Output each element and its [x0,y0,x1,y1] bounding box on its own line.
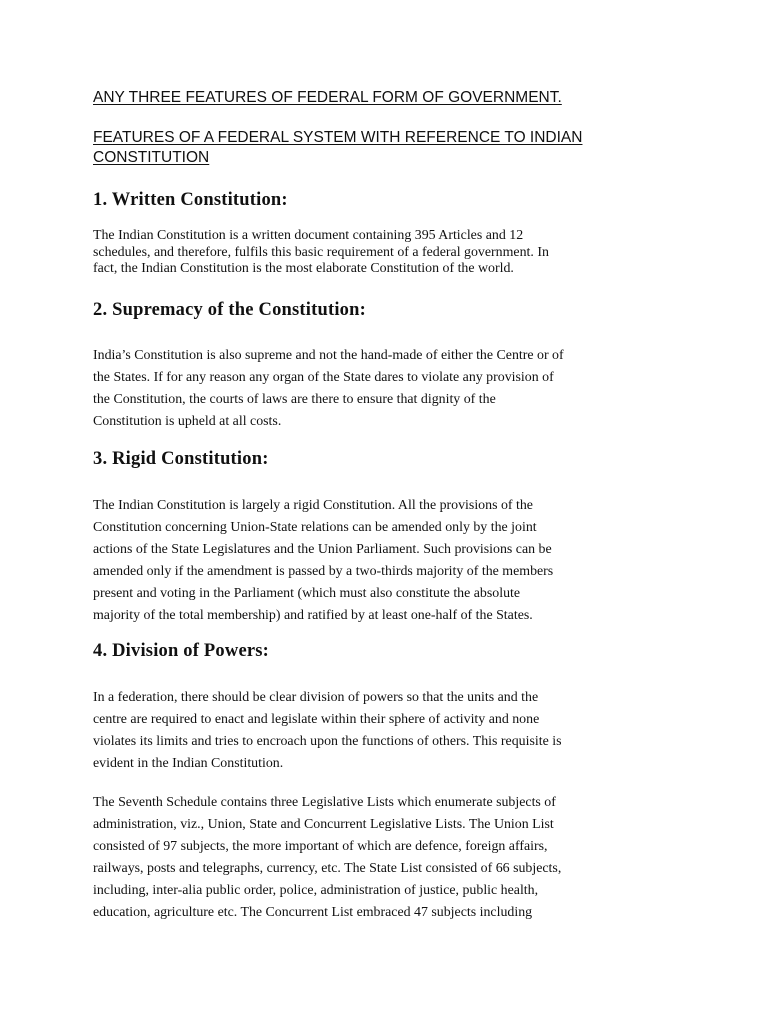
paragraph-line: violates its limits and tries to encroach upon the functions of others. This requisite is [93,734,562,749]
subtitle-line: FEATURES OF A FEDERAL SYSTEM WITH REFERENCE TO INDIAN [93,129,583,146]
paragraph-line: education, agriculture etc. The Concurrent List embraced 47 subjects including [93,905,533,920]
section-paragraph [93,687,663,775]
section-paragraph [93,228,663,278]
subtitle-line: CONSTITUTION [93,149,210,166]
document-title [93,88,562,108]
paragraph-line: India’s Constitution is also supreme and not the hand-made of either the Centre or of [93,348,564,363]
paragraph-line: railways, posts and telegraphs, currency, etc. The State List consisted of 66 subjects, [93,861,562,876]
paragraph-line: amended only if the amendment is passed by a two-thirds majority of the members [93,564,554,579]
paragraph-line: fact, the Indian Constitution is the most elaborate Constitution of the world. [93,261,514,276]
section-paragraph [93,792,663,924]
document-subtitle [93,128,582,168]
paragraph-line: centre are required to enact and legislate within their sphere of activity and none [93,712,540,727]
paragraph-line: including, inter-alia public order, police, administration of justice, public health, [93,883,539,898]
paragraph-line: In a federation, there should be clear division of powers so that the units and the [93,690,539,705]
section-heading-supremacy: 2. Supremacy of the Constitution: [93,300,366,320]
section-paragraph [93,495,663,627]
section-heading-written-constitution: 1. Written Constitution: [93,190,288,210]
paragraph-line: Constitution is upheld at all costs. [93,414,282,429]
paragraph-line: administration, viz., Union, State and Concurrent Legislative Lists. The Union List [93,817,554,832]
paragraph-line: schedules, and therefore, fulfils this basic requirement of a federal government. In [93,244,549,260]
paragraph-line: consisted of 97 subjects, the more important of which are defence, foreign affairs, [93,839,548,854]
paragraph-line: Constitution concerning Union-State relations can be amended only by the joint [93,520,537,535]
section-heading-rigid-constitution: 3. Rigid Constitution: [93,449,269,469]
section-heading-division-of-powers: 4. Division of Powers: [93,641,270,661]
paragraph-line: The Indian Constitution is largely a rigid Constitution. All the provisions of the [93,498,533,513]
paragraph-line: The Seventh Schedule contains three Legislative Lists which enumerate subjects of [93,795,556,810]
section-paragraph [93,345,663,433]
document-title-period: . [557,89,562,106]
document-title-text: ANY THREE FEATURES OF FEDERAL FORM OF GOVERNMENT [93,89,558,106]
paragraph-line: evident in the Indian Constitution. [93,756,284,771]
paragraph-line: majority of the total membership) and ratified by at least one-half of the States. [93,608,533,623]
paragraph-line: present and voting in the Parliament (which must also constitute the absolute [93,586,521,601]
paragraph-line: the States. If for any reason any organ of the State dares to violate any provision of [93,370,554,385]
paragraph-line: The Indian Constitution is a written document containing 395 Articles and 12 [93,228,524,243]
paragraph-line: actions of the State Legislatures and the Union Parliament. Such provisions can be [93,542,552,557]
paragraph-line: the Constitution, the courts of laws are there to ensure that dignity of the [93,392,496,407]
